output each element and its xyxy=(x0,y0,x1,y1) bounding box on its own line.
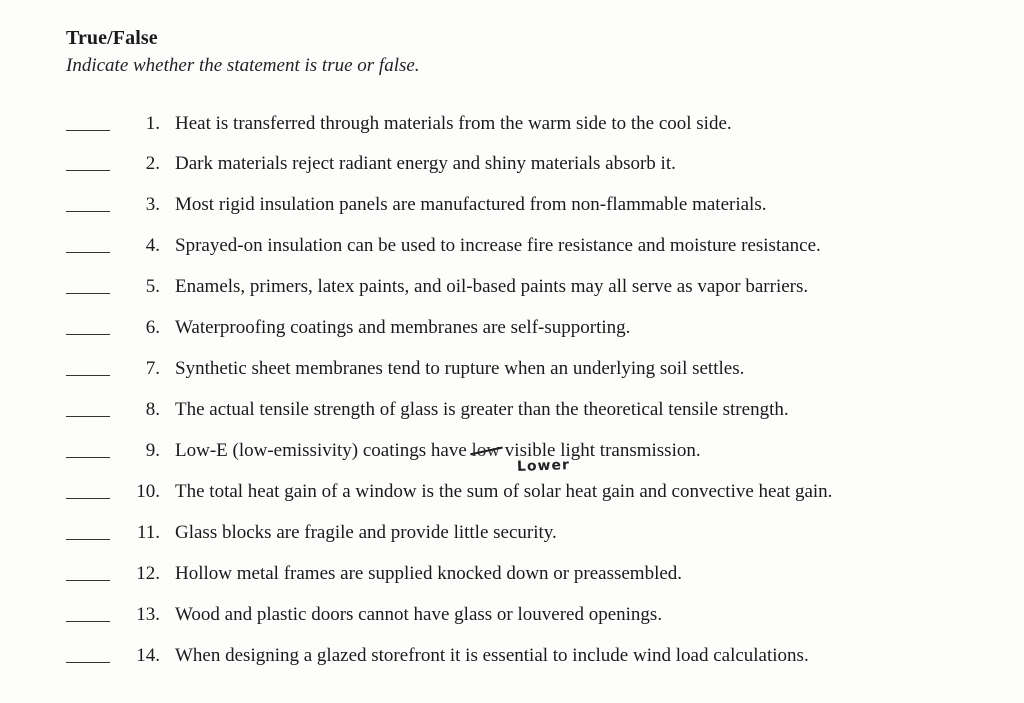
question-text xyxy=(175,440,701,462)
question-text: Heat is transferred through materials from the warm side to the cool side. xyxy=(175,113,732,134)
question-number: 11. xyxy=(136,522,160,543)
question-text: When designing a glazed storefront it is essential to include wind load calculations. xyxy=(175,645,809,666)
question-number: 14. xyxy=(136,645,160,666)
question-text: Wood and plastic doors cannot have glass or louvered openings. xyxy=(175,604,663,625)
answer-blank[interactable] xyxy=(66,416,110,417)
section-instructions: Indicate whether the statement is true or false. xyxy=(66,55,420,76)
answer-blank[interactable] xyxy=(66,334,110,335)
question-text: Dark materials reject radiant energy and shiny materials absorb it. xyxy=(175,153,676,174)
question-row xyxy=(0,399,1024,429)
question-row xyxy=(0,235,1024,265)
answer-blank[interactable] xyxy=(66,662,110,663)
question-row xyxy=(0,276,1024,306)
question-text: Synthetic sheet membranes tend to rupture when an underlying soil settles. xyxy=(175,358,745,379)
question-number: 10. xyxy=(136,481,160,502)
question-row xyxy=(0,440,1024,470)
answer-blank[interactable] xyxy=(66,130,110,131)
question-number: 8. xyxy=(145,399,160,420)
question-text: Waterproofing coatings and membranes are self-supporting. xyxy=(175,317,631,338)
question-row xyxy=(0,358,1024,388)
question-number: 12. xyxy=(136,563,160,584)
question-row xyxy=(0,563,1024,593)
answer-blank[interactable] xyxy=(66,293,110,294)
question-text: The total heat gain of a window is the sum of solar heat gain and convective heat gain. xyxy=(175,481,833,502)
question-row xyxy=(0,522,1024,552)
question-text: Glass blocks are fragile and provide little security. xyxy=(175,522,557,543)
question-text: Most rigid insulation panels are manufactured from non-flammable materials. xyxy=(175,194,767,215)
question-number: 3. xyxy=(145,194,160,215)
answer-blank[interactable] xyxy=(66,621,110,622)
handwritten-correction: Lower xyxy=(516,457,571,475)
answer-blank[interactable] xyxy=(66,580,110,581)
answer-blank[interactable] xyxy=(66,252,110,253)
question-row xyxy=(0,113,1024,143)
question-number: 13. xyxy=(136,604,160,625)
answer-blank[interactable] xyxy=(66,375,110,376)
question-number: 1. xyxy=(145,113,160,134)
question-number: 5. xyxy=(145,276,160,297)
question-number: 4. xyxy=(145,235,160,256)
question-text: Enamels, primers, latex paints, and oil-based paints may all serve as vapor barriers. xyxy=(175,276,809,297)
answer-blank[interactable] xyxy=(66,539,110,540)
question-number: 6. xyxy=(145,317,160,338)
answer-blank[interactable] xyxy=(66,170,110,171)
question-row xyxy=(0,645,1024,675)
question-number: 9. xyxy=(145,440,160,461)
question-row xyxy=(0,153,1024,183)
answer-blank[interactable] xyxy=(66,211,110,212)
question-row xyxy=(0,481,1024,511)
question-row xyxy=(0,194,1024,224)
answer-blank[interactable] xyxy=(66,498,110,499)
question-text: Sprayed-on insulation can be used to increase fire resistance and moisture resistance. xyxy=(175,235,821,256)
struck-out-word: low xyxy=(471,440,501,461)
question-text: Hollow metal frames are supplied knocked down or preassembled. xyxy=(175,563,683,584)
question-row xyxy=(0,604,1024,634)
question-text-after: visible light transmission. xyxy=(500,440,701,461)
question-text: The actual tensile strength of glass is greater than the theoretical tensile strength. xyxy=(175,399,789,420)
answer-blank[interactable] xyxy=(66,457,110,458)
section-title: True/False xyxy=(66,27,158,49)
question-row xyxy=(0,317,1024,347)
question-text-before: Low-E (low-emissivity) coatings have xyxy=(175,440,472,461)
question-number: 2. xyxy=(145,153,160,174)
question-number: 7. xyxy=(145,358,160,379)
